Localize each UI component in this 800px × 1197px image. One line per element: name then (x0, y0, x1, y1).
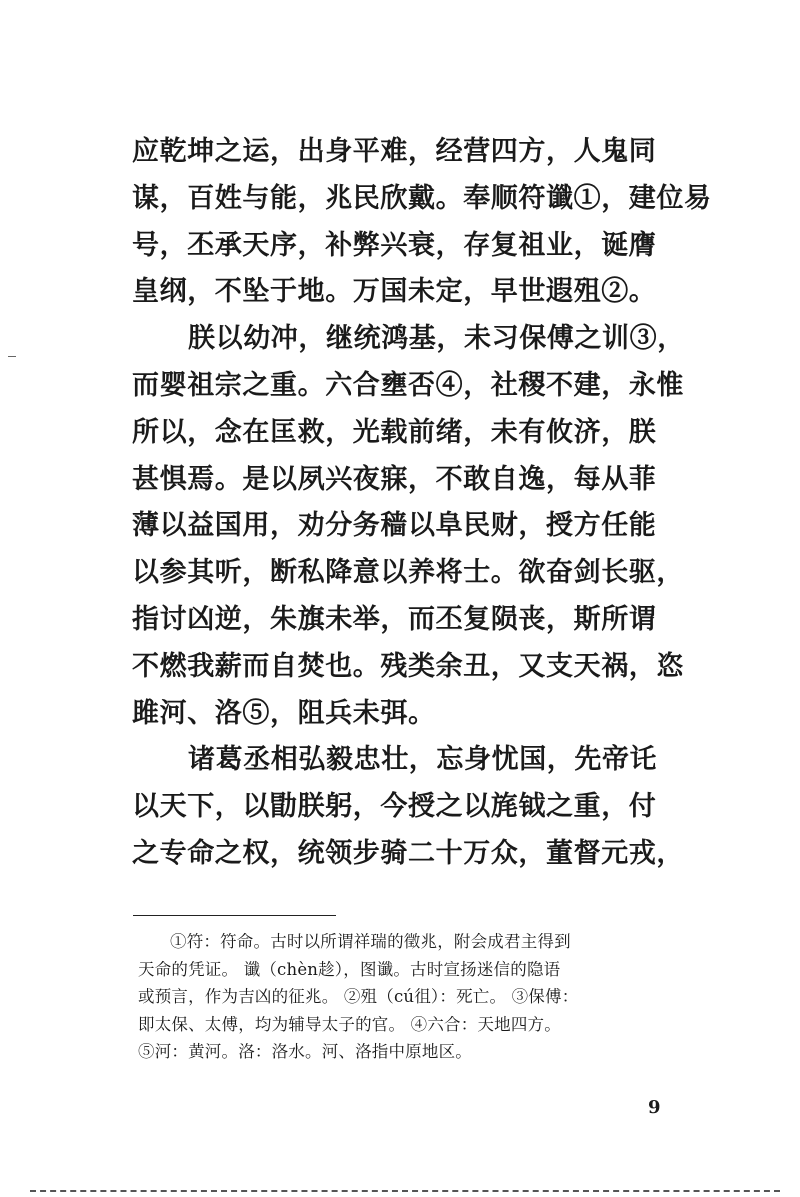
footnote-line: ⑤河：黄河。洛：洛水。河、洛指中原地区。 (138, 1042, 472, 1061)
text-line: 应乾坤之运，出身平难，经营四方，人鬼同 (132, 136, 657, 167)
margin-mark (8, 356, 16, 357)
footnote-line: 或预言，作为吉凶的征兆。 ②殂（cú徂）：死亡。 ③保傅： (138, 987, 579, 1006)
text-line: 不燃我薪而自焚也。残类余丑，又支天祸，恣 (132, 650, 684, 682)
text-line: 号，丕承天序，补弊兴衰，存复祖业，诞膺 (132, 229, 657, 261)
footnote-divider (133, 915, 336, 916)
text-line: 之专命之权，统领步骑二十万众，董督元戎， (132, 837, 684, 869)
text-line: 以参其听，断私降意以养将士。欲奋剑长驱， (132, 557, 684, 589)
footnote-line: ①符：符命。古时以所谓祥瑞的徵兆，附会成君主得到 (170, 932, 571, 951)
text-line: 以天下，以勖朕躬，今授之以旄钺之重，付 (132, 791, 657, 823)
footnote-line: 天命的凭证。 谶（chèn趁），图谶。古时宣扬迷信的隐语 (138, 959, 561, 979)
text-line: 所以，念在匡救，光载前绪，未有攸济，朕 (132, 416, 657, 448)
text-line: 薄以益国用，劝分务穑以阜民财，授方任能 (132, 510, 657, 542)
text-line: 谋，百姓与能，兆民欣戴。奉顺符谶①，建位易 (132, 182, 712, 214)
footnotes (138, 928, 708, 1066)
main-text (132, 129, 712, 878)
page-bottom-edge (30, 1190, 780, 1192)
footnote-line: 即太保、太傅，均为辅导太子的官。 ④六合：天地四方。 (138, 1014, 561, 1034)
text-line: 皇纲，不坠于地。万国未定，早世遐殂②。 (132, 276, 657, 308)
text-line: 甚惧焉。是以夙兴夜寐，不敢自逸，每从菲 (132, 463, 657, 495)
page-number: 9 (648, 1097, 661, 1118)
text-line: 朕以幼冲，继统鸿基，未习保傅之训③， (188, 323, 685, 355)
text-line: 诸葛丞相弘毅忠壮，忘身忧国，先帝讬 (188, 744, 658, 776)
text-line: 雎河、洛⑤，阻兵未弭。 (132, 697, 436, 729)
text-line: 而婴祖宗之重。六合壅否④，社稷不建，永惟 (132, 369, 684, 401)
text-line: 指讨凶逆，朱旗未举，而丕复陨丧，斯所谓 (132, 603, 657, 635)
